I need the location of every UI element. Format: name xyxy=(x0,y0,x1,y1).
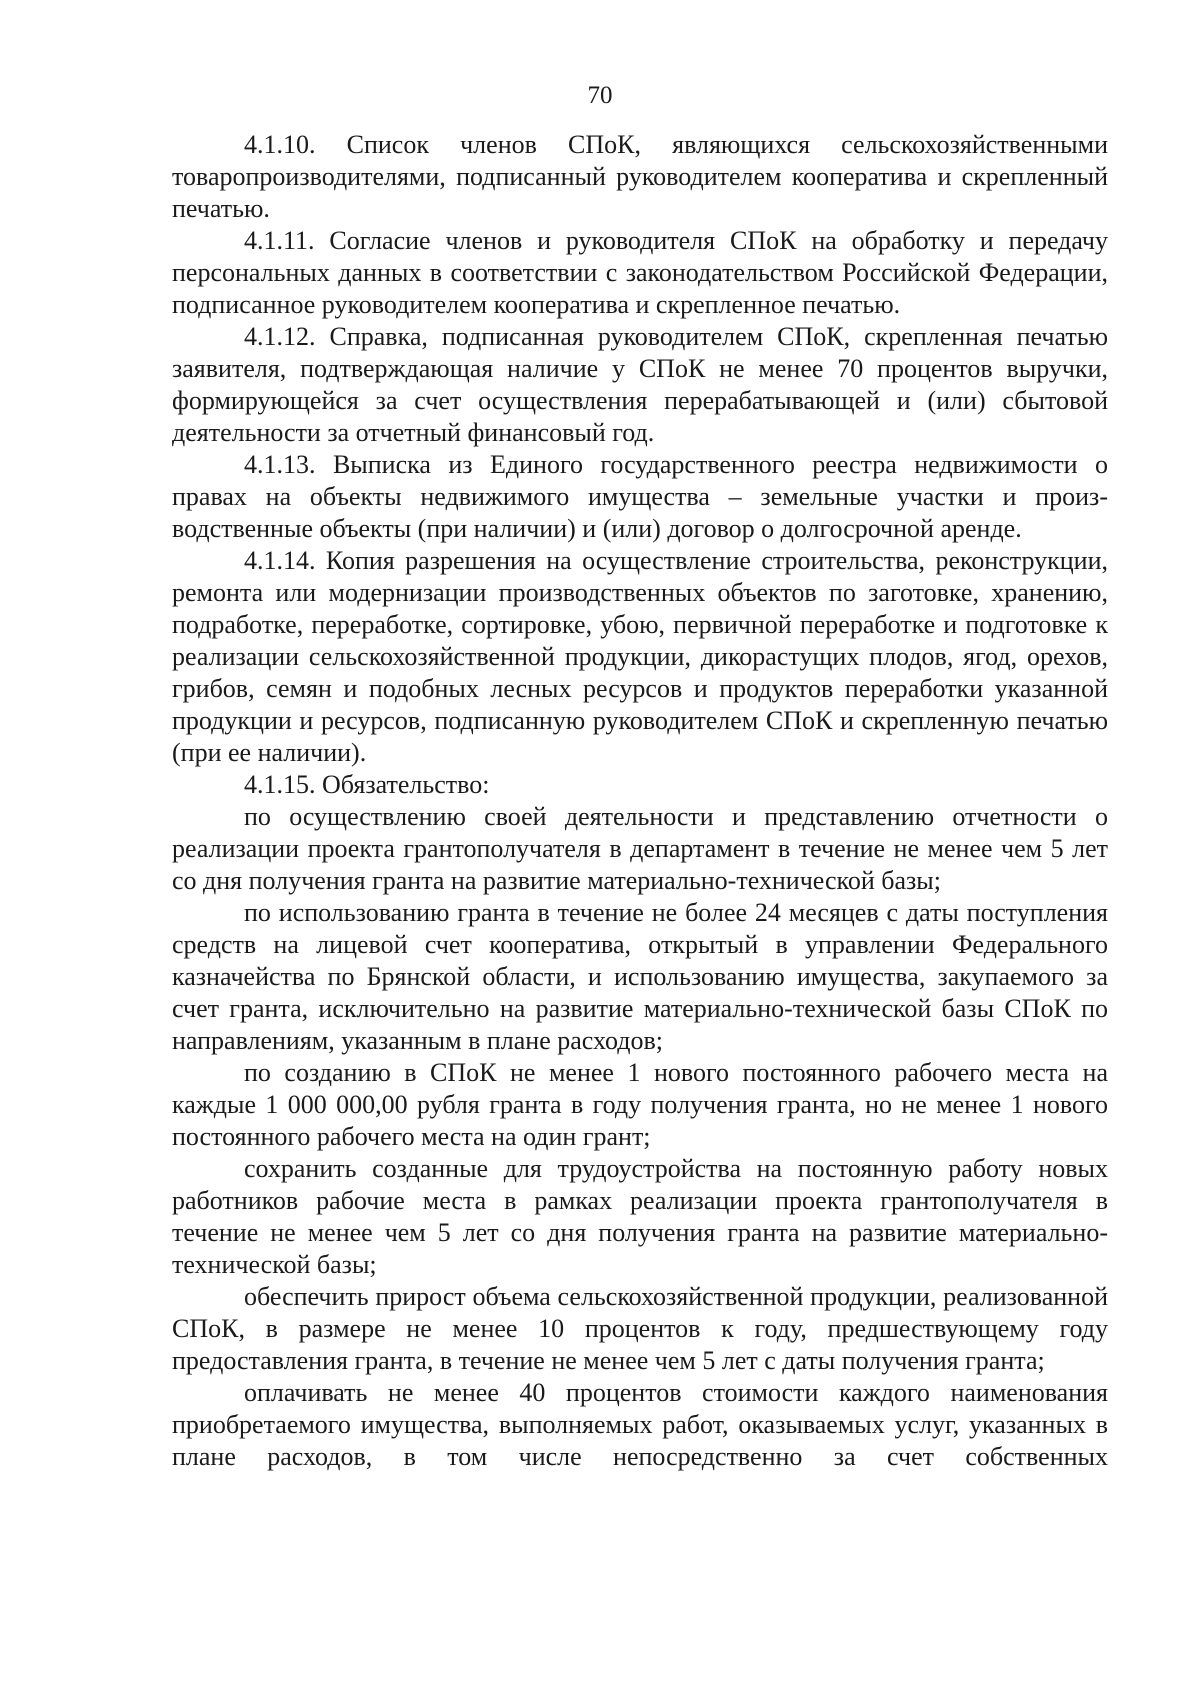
obligation-job-retention: сохранить созданные для трудоустройства на постоянную работу новых работников рабочие места в рамках реализации проекта грантополучателя в течение не менее чем 5 лет со дня получения гранта на развитие материально-технической базы; xyxy=(172,1154,1108,1279)
document-body xyxy=(172,129,1108,1473)
obligation-cofinancing: оплачивать не менее 40 процентов стоимости каждого наименования приобретаемого имущества, выполняемых работ, оказываемых услуг, указанных в плане расходов, в том числе непосредственно за счет собственных xyxy=(172,1378,1108,1471)
obligation-job-creation: по созданию в СПоК не менее 1 нового постоянного рабочего места на каждые 1 000 000,00 рубля гранта в году получения гранта, но не менее 1 нового постоянного рабочего места на один грант; xyxy=(172,1058,1108,1151)
paragraph-4-1-10: 4.1.10. Список членов СПоК, являющихся сельскохозяйственными товаропроизводителями, подписанный руководителем кооператива и скрепленный печатью. xyxy=(172,130,1108,223)
obligation-reporting: по осуществлению своей деятельности и представлению отчетности о реализации проекта грантополучателя в департамент в течение не менее чем 5 лет со дня получения гранта на развитие материально-технической базы; xyxy=(172,802,1108,895)
paragraph-4-1-13: 4.1.13. Выписка из Единого государственного реестра недвижимости о правах на объекты недвижимого имущества – земельные участки и производственные объекты (при наличии) и (или) договор о долгосрочной аренде. xyxy=(172,450,1108,543)
paragraph-4-1-15-heading: 4.1.15. Обязательство: xyxy=(244,770,490,799)
obligation-grant-usage: по использованию гранта в течение не более 24 месяцев с даты поступления средств на лицевой счет кооператива, открытый в управлении Федерального казначейства по Брянской области, и использованию имущества, закупаемого за счет гранта, исключительно на развитие материально-технической базы СПоК по направлениям, указанным в плане расходов; xyxy=(172,898,1108,1055)
paragraph-4-1-11: 4.1.11. Согласие членов и руководителя СПоК на обработку и передачу персональных данных в соответствии с законодательством Российской Федерации, подписанное руководителем кооператива и скрепленное печатью. xyxy=(172,226,1108,319)
page-number: 70 xyxy=(587,82,613,109)
obligation-production-growth: обеспечить прирост объема сельскохозяйственной продукции, реализованной СПоК, в размере не менее 10 процентов к году, предшествующему году предоставления гранта, в течение не менее чем 5 лет с даты получения гранта; xyxy=(172,1282,1108,1375)
paragraph-4-1-14: 4.1.14. Копия разрешения на осуществление строительства, реконструкции, ремонта или модернизации производственных объектов по заготовке, хранению, подработке, переработке, сортировке, убою, первичной переработке и подготовке к реализации сельскохозяйственной продукции, дикорастущих плодов, ягод, орехов, грибов, семян и подобных лесных ресурсов и продуктов переработки указанной продукции и ресурсов, подписанную руководителем СПоК и скрепленную печатью (при ее наличии). xyxy=(172,546,1108,767)
paragraph-4-1-12: 4.1.12. Справка, подписанная руководителем СПоК, скрепленная печатью заявителя, подтверждающая наличие у СПоК не менее 70 процентов выручки, формирующейся за счет осуществления перерабатывающей и (или) сбытовой деятельности за отчетный финансовый год. xyxy=(172,322,1108,447)
